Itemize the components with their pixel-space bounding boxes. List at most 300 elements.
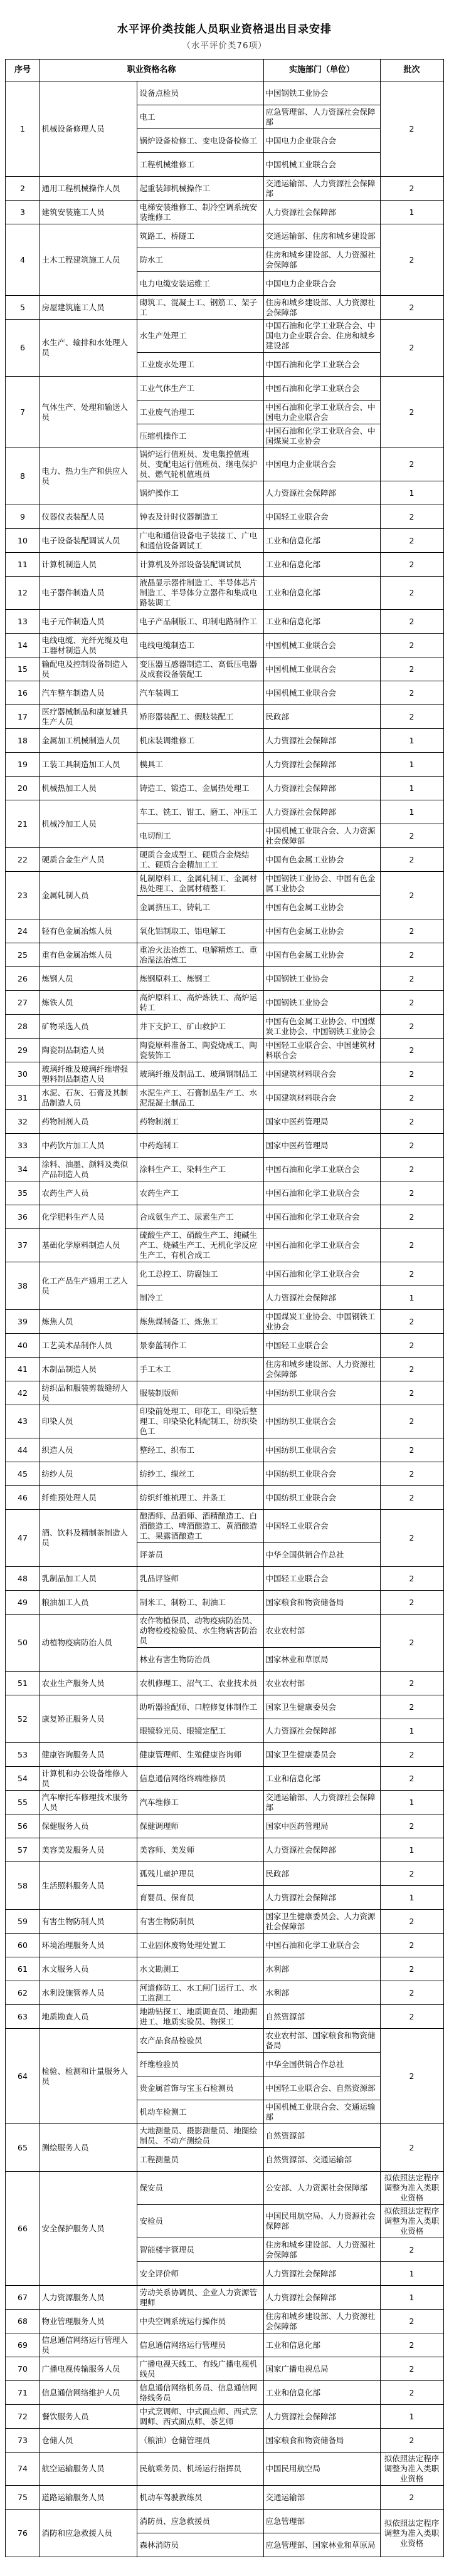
qualification-cell: 玻璃纤维及制品工、玻璃钢制品工 [137, 1062, 263, 1086]
table-row [6, 2286, 443, 2310]
department-cell: 国家中医药管理局 [263, 1134, 380, 1158]
qualification-cell: 贵金属首饰与宝玉石检测员 [137, 2076, 263, 2100]
table-row [6, 1110, 443, 1134]
qualification-cell: 炼钢原料工、炼钢工 [137, 967, 263, 991]
department-cell: 国家卫生健康委员会 [263, 1695, 380, 1719]
qualification-cell: 农机修理工、沼气工、农业技术员 [137, 1672, 263, 1695]
department-cell: 农业农村部、国家粮食和物资储备局 [263, 2029, 380, 2053]
batch-cell: 2 [380, 681, 443, 705]
department-cell: 农业农村部 [263, 1672, 380, 1695]
department-cell: 国家中医药管理局 [263, 1110, 380, 1134]
department-cell: 工业和信息化部 [263, 529, 380, 553]
row-number: 36 [6, 1205, 40, 1229]
category-cell: 航空运输服务人员 [40, 2453, 137, 2486]
qualification-cell: 信息通信网络运行管理员 [137, 2333, 263, 2357]
table-row [6, 1015, 443, 1039]
row-number: 71 [6, 2381, 40, 2405]
batch-cell: 2 [380, 919, 443, 943]
batch-cell: 2 [380, 1814, 443, 1838]
row-number: 41 [6, 1358, 40, 1381]
category-cell: 生活照料服务人员 [40, 1862, 137, 1910]
row-number: 8 [6, 448, 40, 505]
batch-cell: 2 [380, 1358, 443, 1381]
qualification-cell: 工业废水处理工 [137, 353, 263, 377]
category-cell: 水生产、输排和水处理人员 [40, 320, 137, 377]
qualification-cell: 景泰蓝制作工 [137, 1334, 263, 1358]
category-cell: 房屋建筑施工人员 [40, 296, 137, 320]
category-cell: 电子器件制造人员 [40, 577, 137, 610]
department-cell: 中国纺织工业联合会 [263, 1438, 380, 1462]
category-cell: 餐饮服务人员 [40, 2405, 137, 2429]
row-number: 68 [6, 2310, 40, 2333]
qualification-cell: 中药炮制工 [137, 1134, 263, 1158]
department-cell: 中国轻工业联合会 [263, 1334, 380, 1358]
table-row [6, 848, 443, 872]
table-row [6, 1910, 443, 1934]
table-row [6, 2333, 443, 2357]
table-row [6, 943, 443, 967]
table-row [6, 320, 443, 353]
category-cell: 金属加工机械制造人员 [40, 729, 137, 753]
table-row [6, 377, 443, 401]
qualification-cell: 广电和通信设备电子装接工、广电和通信设备调试工 [137, 529, 263, 553]
row-number: 38 [6, 1262, 40, 1310]
category-cell: 木制品制造人员 [40, 1358, 137, 1381]
table-row [6, 753, 443, 777]
batch-cell: 2 [380, 848, 443, 872]
qualification-cell: 纺织纤维梳理工、并条工 [137, 1486, 263, 1510]
row-number: 17 [6, 705, 40, 729]
department-cell: 中国有色金属工业协会 [263, 943, 380, 967]
category-cell: 硬质合金生产人员 [40, 848, 137, 872]
department-cell: 水利部 [263, 1957, 380, 1981]
batch-cell: 2 [380, 1310, 443, 1334]
row-number: 62 [6, 1981, 40, 2005]
row-number: 46 [6, 1486, 40, 1510]
department-cell: 中国纺织工业联合会 [263, 1486, 380, 1510]
department-cell: 中国电力企业联合会 [263, 448, 380, 481]
category-cell: 炼铁人员 [40, 991, 137, 1015]
department-cell: 交通运输部 [263, 2486, 380, 2510]
table-row [6, 1791, 443, 1814]
table-row [6, 2381, 443, 2405]
category-cell: 输配电及控制设备制造人员 [40, 657, 137, 681]
batch-cell: 拟依照法定程序调整为准入类职业资格 [380, 2205, 443, 2238]
row-number: 43 [6, 1405, 40, 1438]
row-number: 66 [6, 2172, 40, 2286]
department-cell: 中国钢铁工业协会 [263, 967, 380, 991]
batch-cell: 1 [380, 1791, 443, 1814]
table-row [6, 1438, 443, 1462]
category-cell: 道路运输服务人员 [40, 2486, 137, 2510]
department-cell: 国家林业和草原局 [263, 1648, 380, 1672]
qualification-cell: 铸造工、锻造工、金属热处理工 [137, 777, 263, 800]
header-serial: 序号 [6, 60, 40, 81]
department-cell: 中国煤炭工业协会、中国钢铁工业协会 [263, 1310, 380, 1334]
category-cell: 健康咨询服务人员 [40, 1743, 137, 1767]
row-number: 29 [6, 1039, 40, 1062]
department-cell: 人力资源社会保障部 [263, 2286, 380, 2310]
row-number: 64 [6, 2029, 40, 2124]
table-row [6, 1934, 443, 1957]
row-number: 10 [6, 529, 40, 553]
table-row [6, 634, 443, 657]
qualification-cell: 制米工、制粉工、制油工 [137, 1591, 263, 1615]
qualification-cell: 评茶员 [137, 1543, 263, 1567]
batch-cell: 2 [380, 1567, 443, 1591]
row-number: 57 [6, 1838, 40, 1862]
department-cell: 人力资源社会保障部 [263, 777, 380, 800]
qualification-cell: 电子产品制版工、印制电路制作工 [137, 610, 263, 634]
table-row [6, 224, 443, 248]
qualification-cell: 助听器验配师、口腔修复体制作工 [137, 1695, 263, 1719]
qualification-cell: 钟表及计时仪器制造工 [137, 505, 263, 529]
qualification-cell: 林业有害生物防治员 [137, 1648, 263, 1672]
category-cell: 医疗器械制品和康复辅具生产人员 [40, 705, 137, 729]
qualification-cell: 涂料生产工、染料生产工 [137, 1158, 263, 1181]
table-row [6, 1957, 443, 1981]
row-number: 23 [6, 872, 40, 919]
table-row [6, 1615, 443, 1648]
batch-cell: 2 [380, 1438, 443, 1462]
category-cell: 纤维预处理人员 [40, 1486, 137, 1510]
batch-cell: 2 [380, 1695, 443, 1719]
table-row [6, 529, 443, 553]
table-row [6, 2429, 443, 2453]
category-cell: 地质勘查人员 [40, 2005, 137, 2029]
batch-cell: 2 [380, 320, 443, 377]
category-cell: 计算机制造人员 [40, 553, 137, 577]
qualification-cell: 电切削工 [137, 824, 263, 848]
category-cell: 水利设施管养人员 [40, 1981, 137, 2005]
qualification-table [5, 59, 443, 2557]
category-cell: 人力资源服务人员 [40, 2286, 137, 2310]
qualification-cell: 工业气体生产工 [137, 377, 263, 401]
row-number: 67 [6, 2286, 40, 2310]
qualification-cell: 美容师、美发师 [137, 1838, 263, 1862]
department-cell: 工业和信息化部 [263, 553, 380, 577]
batch-cell: 1 [380, 1719, 443, 1743]
qualification-cell: 机动车驾驶教练员 [137, 2486, 263, 2510]
row-number: 35 [6, 1181, 40, 1205]
table-row [6, 1838, 443, 1862]
batch-cell: 1 [380, 481, 443, 505]
department-cell: 中国有色金属工业协会、中国煤炭工业协会、中国钢铁工业协会 [263, 1015, 380, 1039]
department-cell: 中国石油和化学工业联合会、中国煤炭工业协会 [263, 424, 380, 448]
department-cell: 公安部、人力资源社会保障部 [263, 2172, 380, 2205]
table-row [6, 777, 443, 800]
department-cell: 人力资源社会保障部 [263, 753, 380, 777]
batch-cell: 2 [380, 2124, 443, 2172]
row-number: 59 [6, 1910, 40, 1934]
batch-cell: 2 [380, 177, 443, 201]
department-cell: 中国钢铁工业协会、中国有色金属工业协会 [263, 872, 380, 896]
qualification-cell: 保安员 [137, 2172, 263, 2205]
qualification-cell: 手工木工 [137, 1358, 263, 1381]
category-cell: 涂料、油墨、颜料及类似产品制造人员 [40, 1158, 137, 1181]
batch-cell: 2 [380, 1672, 443, 1695]
qualification-cell: 陶瓷原料准备工、陶瓷烧成工、陶瓷装饰工 [137, 1039, 263, 1062]
qualification-cell: 整经工、织布工 [137, 1438, 263, 1462]
category-cell: 陶瓷制品制造人员 [40, 1039, 137, 1062]
table-row [6, 1862, 443, 1886]
table-row [6, 505, 443, 529]
batch-cell: 2 [380, 1981, 443, 2005]
batch-cell: 2 [380, 967, 443, 991]
category-cell: 安全保护服务人员 [40, 2172, 137, 2286]
row-number: 75 [6, 2486, 40, 2510]
department-cell: 中国石油和化学工业联合会、中国电力企业联合会 [263, 401, 380, 424]
batch-cell: 2 [380, 505, 443, 529]
qualification-cell: 合成氨生产工、尿素生产工 [137, 1205, 263, 1229]
row-number: 11 [6, 553, 40, 577]
department-cell: 自然资源部、交通运输部 [263, 2148, 380, 2172]
department-cell: 中国民用航空局 [263, 2453, 380, 2486]
department-cell: 应急管理部 [263, 2510, 380, 2533]
department-cell: 中华全国供销合作总社 [263, 2053, 380, 2076]
department-cell: 人力资源社会保障部 [263, 1286, 380, 1310]
category-cell: 检验、检测和计量服务人员 [40, 2029, 137, 2124]
row-number: 14 [6, 634, 40, 657]
category-cell: 机械热加工人员 [40, 777, 137, 800]
table-row [6, 681, 443, 705]
category-cell: 通用工程机械操作人员 [40, 177, 137, 201]
department-cell: 交通运输部、人力资源社会保障部 [263, 1791, 380, 1814]
department-cell: 中国轻工业联合会、中国建筑材料联合会 [263, 1039, 380, 1062]
table-header-row [6, 60, 443, 81]
row-number: 4 [6, 224, 40, 296]
table-row [6, 1229, 443, 1262]
qualification-cell: 广播电视天线工、有线广播电视机线员 [137, 2357, 263, 2381]
table-row [6, 448, 443, 481]
department-cell: 中国机械工业联合会 [263, 681, 380, 705]
qualification-cell: 水文勘测工 [137, 1957, 263, 1981]
category-cell: 化学肥料生产人员 [40, 1205, 137, 1229]
header-batch: 批次 [380, 60, 443, 81]
row-number: 22 [6, 848, 40, 872]
table-row [6, 1981, 443, 2005]
batch-cell: 2 [380, 991, 443, 1015]
row-number: 44 [6, 1438, 40, 1462]
department-cell: 人力资源社会保障部 [263, 2262, 380, 2286]
row-number: 42 [6, 1381, 40, 1405]
category-cell: 建筑安装施工人员 [40, 201, 137, 224]
department-cell: 中国石油和化学工业联合会 [263, 1181, 380, 1205]
batch-cell: 1 [380, 2405, 443, 2429]
batch-cell: 2 [380, 1462, 443, 1486]
row-number: 3 [6, 201, 40, 224]
department-cell: 国家卫生健康委员会、人力资源社会保障部 [263, 1910, 380, 1934]
department-cell: 中国轻工业联合会 [263, 1567, 380, 1591]
qualification-cell: 轧制原料工、金属轧制工、金属材热处理工、金属材精整工 [137, 872, 263, 896]
category-cell: 电子设备装配调试人员 [40, 529, 137, 553]
department-cell: 工业和信息化部 [263, 577, 380, 610]
department-cell: 住房和城乡建设部、人力资源社会保障部 [263, 2310, 380, 2333]
table-row [6, 1262, 443, 1286]
category-cell: 乳制品加工人员 [40, 1567, 137, 1591]
batch-cell: 拟依照法定程序调整为准入类职业资格 [380, 2510, 443, 2557]
table-row [6, 967, 443, 991]
qualification-cell: 印染前处理工、印花工、印染后整理工、印染染化料配制工、纺织染色工 [137, 1405, 263, 1438]
row-number: 25 [6, 943, 40, 967]
department-cell: 国家粮食和物资储备局 [263, 1591, 380, 1615]
qualification-cell: 水生产处理工 [137, 320, 263, 353]
row-number: 63 [6, 2005, 40, 2029]
category-cell: 计算机和办公设备维修人员 [40, 1767, 137, 1791]
department-cell: 自然资源部 [263, 2124, 380, 2148]
row-number: 18 [6, 729, 40, 753]
category-cell: 基础化学原料制造人员 [40, 1229, 137, 1262]
batch-cell: 2 [380, 224, 443, 296]
category-cell: 药物制剂人员 [40, 1110, 137, 1134]
table-row [6, 800, 443, 824]
row-number: 69 [6, 2333, 40, 2357]
department-cell: 中国机械工业联合会 [263, 634, 380, 657]
batch-cell: 1 [380, 2262, 443, 2286]
table-row [6, 1743, 443, 1767]
batch-cell: 2 [380, 1767, 443, 1791]
batch-cell: 2 [380, 1062, 443, 1086]
qualification-cell: 炼焦煤制备工、炼焦工 [137, 1310, 263, 1334]
department-cell: 人力资源社会保障部 [263, 481, 380, 505]
batch-cell: 2 [380, 1334, 443, 1358]
department-cell: 自然资源部 [263, 2005, 380, 2029]
row-number: 74 [6, 2453, 40, 2486]
category-cell: 矿物采选人员 [40, 1015, 137, 1039]
batch-cell: 2 [380, 2429, 443, 2453]
qualification-cell: 纤维检验员 [137, 2053, 263, 2076]
row-number: 49 [6, 1591, 40, 1615]
table-row [6, 1039, 443, 1062]
department-cell: 中国机械工业联合会、人力资源社会保障部 [263, 824, 380, 848]
department-cell: 中国石油和化学工业联合会 [263, 1158, 380, 1181]
category-cell: 金属轧制人员 [40, 872, 137, 919]
category-cell: 酒、饮料及精制茶制造人员 [40, 1510, 137, 1567]
table-row [6, 1486, 443, 1510]
batch-cell: 2 [380, 634, 443, 657]
row-number: 76 [6, 2510, 40, 2557]
batch-cell: 2 [380, 1910, 443, 1934]
category-cell: 炼钢人员 [40, 967, 137, 991]
department-cell: 中国石油和化学工业联合会 [263, 377, 380, 401]
qualification-cell: 模具工 [137, 753, 263, 777]
table-row [6, 177, 443, 201]
row-number: 54 [6, 1767, 40, 1791]
row-number: 27 [6, 991, 40, 1015]
batch-cell: 2 [380, 2029, 443, 2124]
qualification-cell: 氧化铝制取工、铝电解工 [137, 919, 263, 943]
qualification-cell: 信息通信网络终端维修员 [137, 1767, 263, 1791]
department-cell: 中国机械工业联合会、交通运输部 [263, 2100, 380, 2124]
table-row [6, 991, 443, 1015]
batch-cell: 2 [380, 1015, 443, 1039]
qualification-cell: 电工 [137, 105, 263, 129]
department-cell: 中国轻工业联合会 [263, 1510, 380, 1543]
category-cell: 物业管理服务人员 [40, 2310, 137, 2333]
row-number: 53 [6, 1743, 40, 1767]
qualification-cell: 纺纱工、缫丝工 [137, 1462, 263, 1486]
qualification-cell: 工程测量员 [137, 2148, 263, 2172]
row-number: 60 [6, 1934, 40, 1957]
qualification-cell: 劳动关系协调员、企业人力资源管理师 [137, 2286, 263, 2310]
qualification-cell: 农药生产工 [137, 1181, 263, 1205]
department-cell: 水利部 [263, 1981, 380, 2005]
category-cell: 土木工程建筑施工人员 [40, 224, 137, 296]
category-cell: 印染人员 [40, 1405, 137, 1438]
table-row [6, 577, 443, 610]
department-cell: 人力资源社会保障部 [263, 1838, 380, 1862]
qualification-cell: 育婴员、保育员 [137, 1886, 263, 1910]
qualification-cell: 设备点检员 [137, 81, 263, 105]
department-cell: 中国钢铁工业协会 [263, 991, 380, 1015]
department-cell: 中国纺织工业联合会 [263, 1405, 380, 1438]
qualification-cell: 锅炉操作工 [137, 481, 263, 505]
department-cell: 中国石油和化学工业联合会、中国电力企业联合会、住房和城乡建设部 [263, 320, 380, 353]
batch-cell: 1 [380, 777, 443, 800]
batch-cell: 2 [380, 1510, 443, 1567]
category-cell: 炼焦人员 [40, 1310, 137, 1334]
batch-cell: 2 [380, 943, 443, 967]
qualification-cell: 重冶火法冶炼工、电解精炼工、重冶湿法冶炼工 [137, 943, 263, 967]
category-cell: 汽车摩托车修理技术服务人员 [40, 1791, 137, 1814]
department-cell: 中华全国供销合作总社 [263, 1543, 380, 1567]
row-number: 12 [6, 577, 40, 610]
category-cell: 保健服务人员 [40, 1814, 137, 1838]
batch-cell: 2 [380, 2381, 443, 2405]
qualification-cell: 健康管理师、生殖健康咨询师 [137, 1743, 263, 1767]
row-number: 21 [6, 800, 40, 848]
department-cell: 中国有色金属工业协会 [263, 848, 380, 872]
row-number: 24 [6, 919, 40, 943]
table-row [6, 1086, 443, 1110]
table-row [6, 1134, 443, 1158]
table-row [6, 1381, 443, 1405]
batch-cell: 2 [380, 81, 443, 177]
row-number: 65 [6, 2124, 40, 2172]
row-number: 1 [6, 81, 40, 177]
row-number: 32 [6, 1110, 40, 1134]
batch-cell: 1 [380, 1286, 443, 1310]
qualification-cell: 高炉原料工、高炉炼铁工、高炉运转工 [137, 991, 263, 1015]
qualification-cell: 智能楼宇管理员 [137, 2238, 263, 2262]
row-number: 26 [6, 967, 40, 991]
table-row [6, 919, 443, 943]
department-cell: 人力资源社会保障部 [263, 729, 380, 753]
row-number: 48 [6, 1567, 40, 1591]
qualification-cell: 机动车检测工 [137, 2100, 263, 2124]
qualification-cell: 电线电缆制造工 [137, 634, 263, 657]
department-cell: 民政部 [263, 705, 380, 729]
batch-cell: 2 [380, 553, 443, 577]
qualification-cell: 汽车维修工 [137, 1791, 263, 1814]
category-cell: 轻有色金属冶炼人员 [40, 919, 137, 943]
batch-cell: 2 [380, 1205, 443, 1229]
department-cell: 中国石油和化学工业联合会 [263, 1262, 380, 1286]
qualification-cell: 工业废气治理工 [137, 401, 263, 424]
qualification-cell: 矫形器装配工、假肢装配工 [137, 705, 263, 729]
qualification-cell: 制冷工 [137, 1286, 263, 1310]
department-cell: 中国石油和化学工业联合会 [263, 1229, 380, 1262]
qualification-cell: 工业固体废物处理处置工 [137, 1934, 263, 1957]
table-row [6, 610, 443, 634]
qualification-cell: 金属挤压工、铸轧工 [137, 896, 263, 919]
row-number: 30 [6, 1062, 40, 1086]
table-row [6, 1181, 443, 1205]
department-cell: 中国纺织工业联合会 [263, 1462, 380, 1486]
table-row [6, 1310, 443, 1334]
batch-cell: 1 [380, 201, 443, 224]
qualification-cell: 消防员、应急救援员 [137, 2510, 263, 2533]
